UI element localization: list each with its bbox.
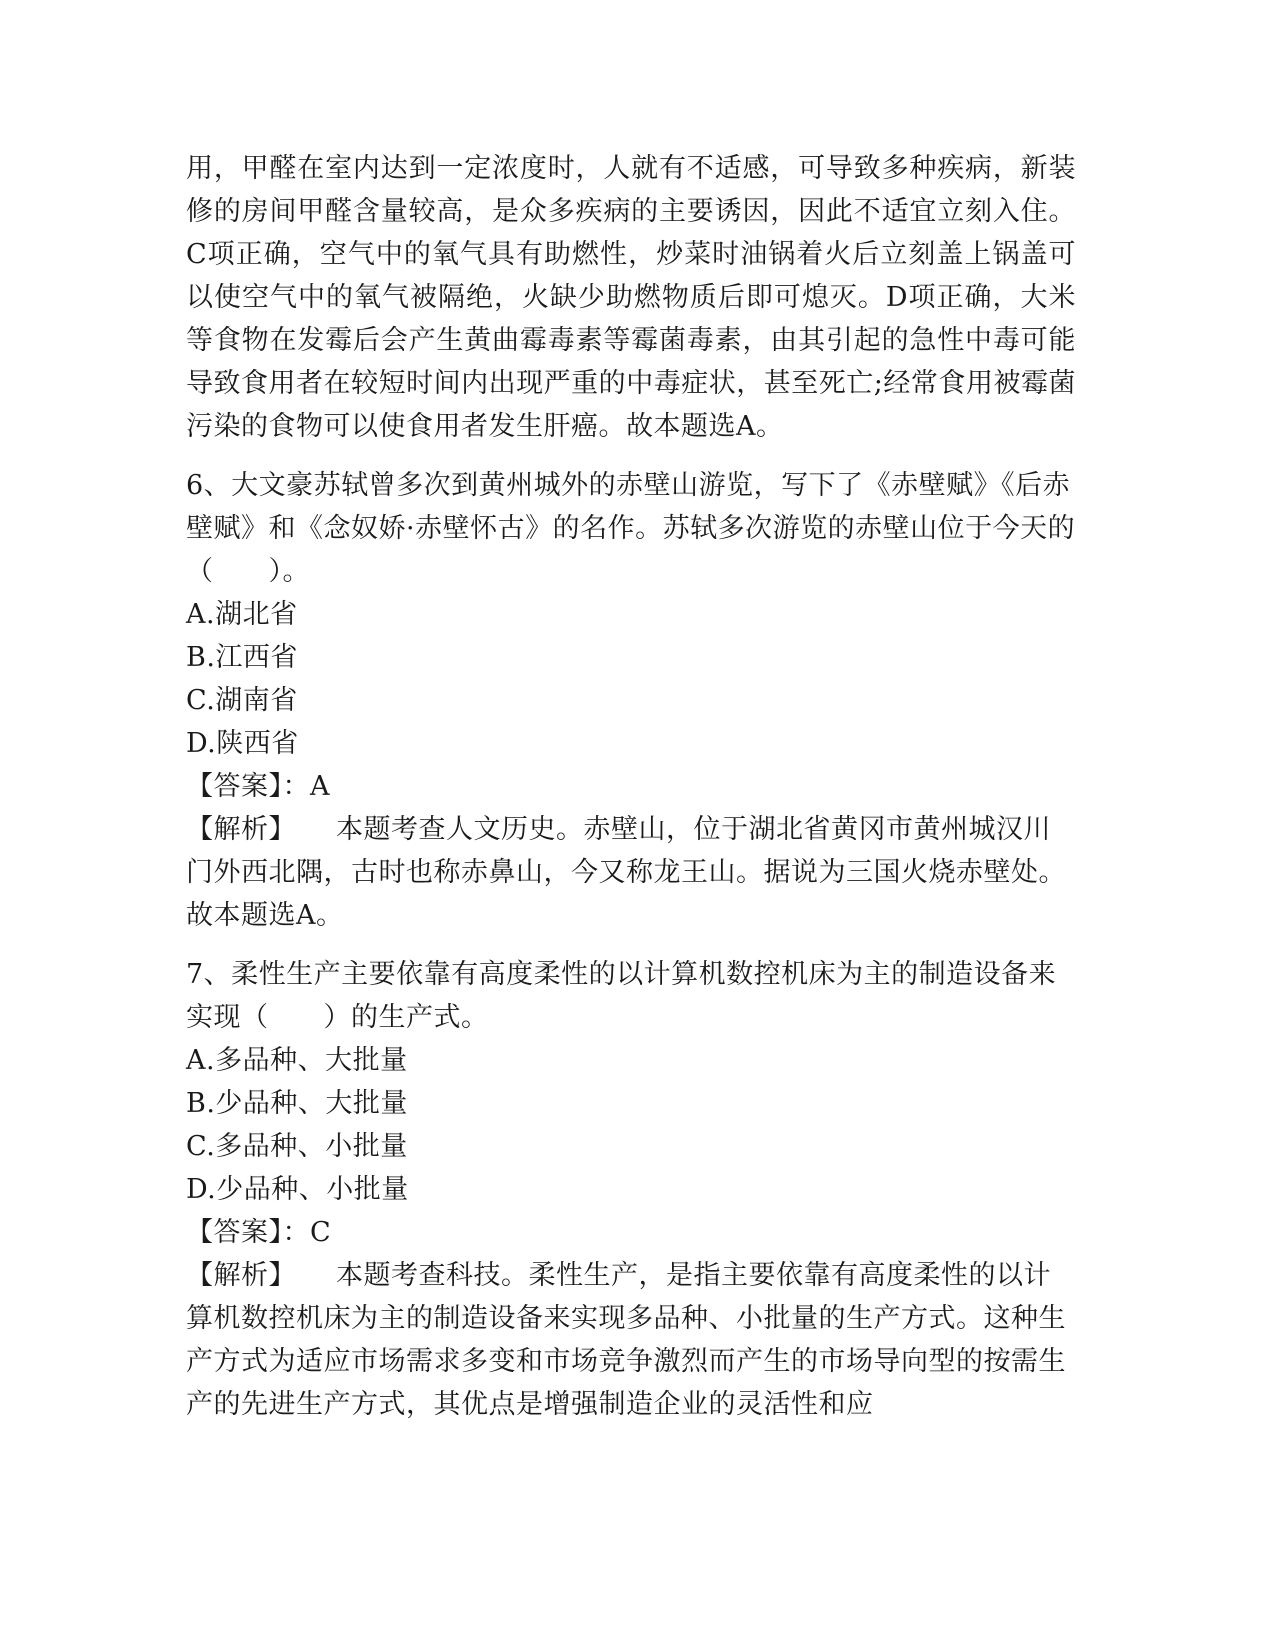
option-c: C.湖南省 <box>186 685 298 716</box>
analysis <box>186 1254 1076 1426</box>
document-page <box>186 147 1076 1426</box>
question-6 <box>186 464 1076 937</box>
option-a: A.湖北省 <box>186 599 298 630</box>
analysis-label: 【解析】 <box>186 1260 296 1291</box>
analysis-label: 【解析】 <box>186 814 296 845</box>
answer-line <box>186 765 1076 808</box>
answer-label: 【答案】： <box>186 1217 310 1248</box>
question-stem: 7、柔性生产主要依靠有高度柔性的以计算机数控机床为主的制造设备来实现（ ）的生产式。 <box>186 959 1057 1033</box>
analysis <box>186 808 1076 937</box>
analysis-text: 本题考查科技。柔性生产，是指主要依靠有高度柔性的以计算机数控机床为主的制造设备来实现多品种、小批量的生产方式。这种生产方式为适应市场需求多变和市场竞争激烈而产生的市场导向型的按需生产的先进生产方式，其优点是增强制造企业的灵活性和应 <box>186 1260 1066 1420</box>
answer-value: A <box>310 771 330 802</box>
answer-line <box>186 1211 1076 1254</box>
answer-value: C <box>310 1217 332 1248</box>
analysis-text: 本题考查人文历史。赤壁山，位于湖北省黄冈市黄州城汉川门外西北隅，古时也称赤鼻山，今又称龙王山。据说为三国火烧赤壁处。故本题选A。 <box>186 814 1066 931</box>
question-stem: 6、大文豪苏轼曾多次到黄州城外的赤壁山游览，写下了《赤壁赋》《后赤壁赋》和《念奴娇·赤壁怀古》的名作。苏轼多次游览的赤壁山位于今天的（ ）。 <box>186 470 1076 587</box>
option-a: A.多品种、大批量 <box>186 1045 408 1076</box>
option-b: B.少品种、大批量 <box>186 1088 408 1119</box>
answer-label: 【答案】： <box>186 771 310 802</box>
continuation-paragraph: 用，甲醛在室内达到一定浓度时，人就有不适感，可导致多种疾病，新装修的房间甲醛含量较高，是众多疾病的主要诱因，因此不适宜立刻入住。C项正确，空气中的氧气具有助燃性，炒菜时油锅着火后立刻盖上锅盖可以使空气中的氧气被隔绝，火缺少助燃物质后即可熄灭。D项正确，大米等食物在发霉后会产生黄曲霉毒素等霉菌毒素，由其引起的急性中毒可能导致食用者在较短时间内出现严重的中毒症状，甚至死亡;经常食用被霉菌污染的食物可以使食用者发生肝癌。故本题选A。 <box>186 153 1076 442</box>
option-d: D.少品种、小批量 <box>186 1174 409 1205</box>
option-d: D.陕西省 <box>186 728 299 759</box>
option-c: C.多品种、小批量 <box>186 1131 408 1162</box>
option-b: B.江西省 <box>186 642 298 673</box>
question-7 <box>186 953 1076 1426</box>
